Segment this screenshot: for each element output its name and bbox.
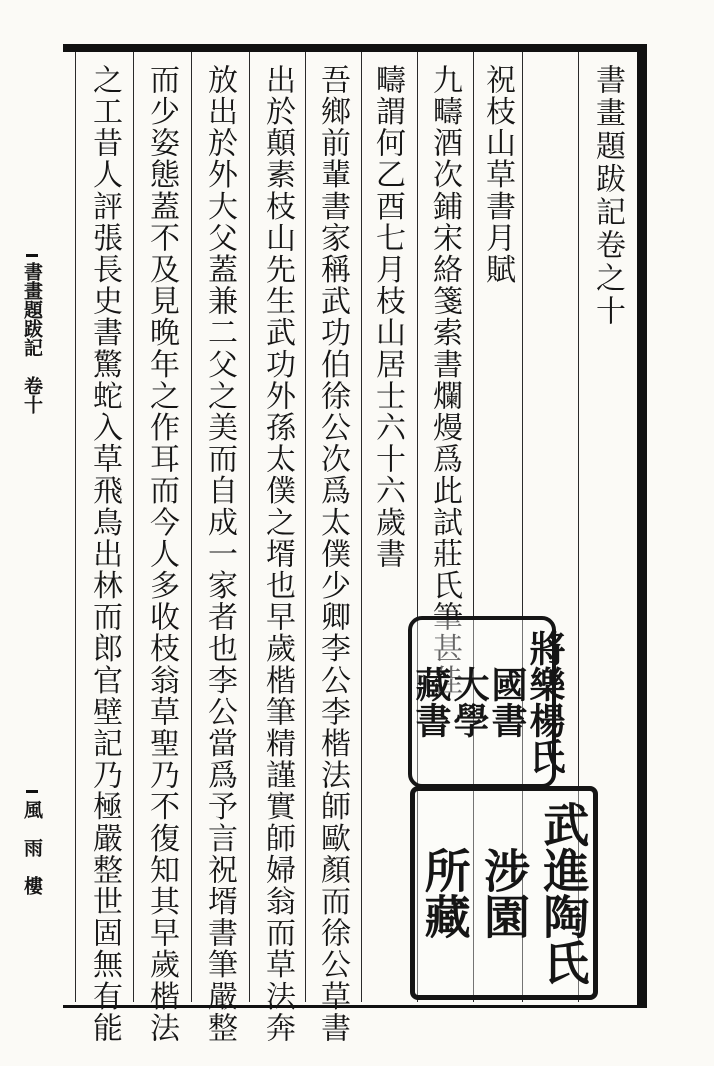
text-column-5: 放出於外大父蓋兼二父之美而自成一家者也李公當爲予言祝壻書筆嚴整 bbox=[202, 64, 237, 1044]
text-column-7: 之工昔人評張長史書驚蛇入草飛鳥出林而郎官壁記乃極嚴整世固無有能 bbox=[87, 64, 122, 1044]
column-rule bbox=[305, 52, 306, 1002]
seal-glyphs: 藏書 bbox=[410, 666, 452, 738]
text-column-4: 出於顛素枝山先生武功外孫太僕之壻也早歲楷筆精謹實師婦翁而草法奔 bbox=[260, 64, 295, 1044]
column-rule bbox=[249, 52, 250, 1002]
text-column-3: 吾鄉前輩書家稱武功伯徐公次爲太僕少卿李公李楷法師歐顏而徐公草書 bbox=[315, 64, 350, 1044]
column-rule bbox=[361, 52, 362, 1002]
text-column-2: 疇謂何乙酉七月枝山居士六十六歲書 bbox=[370, 64, 405, 570]
margin-mark bbox=[26, 254, 38, 257]
seal-glyphs: 大學 bbox=[448, 666, 490, 738]
column-rule bbox=[75, 52, 76, 1002]
seal-glyphs: 所藏 bbox=[417, 847, 472, 939]
seal-glyphs: 將樂楊氏 bbox=[524, 630, 566, 774]
volume-title: 書畫題跋記卷之十 bbox=[590, 64, 625, 328]
text-column-1: 九疇酒次鋪宋絡箋索書爛熳爲此試莊氏筆甚佳 bbox=[427, 64, 462, 696]
seal-glyphs: 國書 bbox=[486, 666, 528, 738]
collector-seal-lower bbox=[410, 786, 598, 1000]
seal-glyphs: 涉園 bbox=[476, 847, 531, 939]
section-heading: 祝枝山草書月賦 bbox=[480, 64, 515, 286]
column-rule bbox=[191, 52, 192, 1002]
margin-mark bbox=[26, 790, 38, 793]
seal-glyphs: 武進陶氏 bbox=[536, 801, 591, 985]
text-column-6: 而少姿態蓋不及見晚年之作耳而今人多收枝翁草聖乃不復知其早歲楷法 bbox=[144, 64, 179, 1044]
margin-title: 書畫題跋記 卷十 bbox=[21, 262, 43, 414]
collector-seal-upper bbox=[408, 616, 566, 788]
column-rule bbox=[133, 52, 134, 1002]
publisher-mark: 風 雨 樓 bbox=[21, 800, 43, 895]
